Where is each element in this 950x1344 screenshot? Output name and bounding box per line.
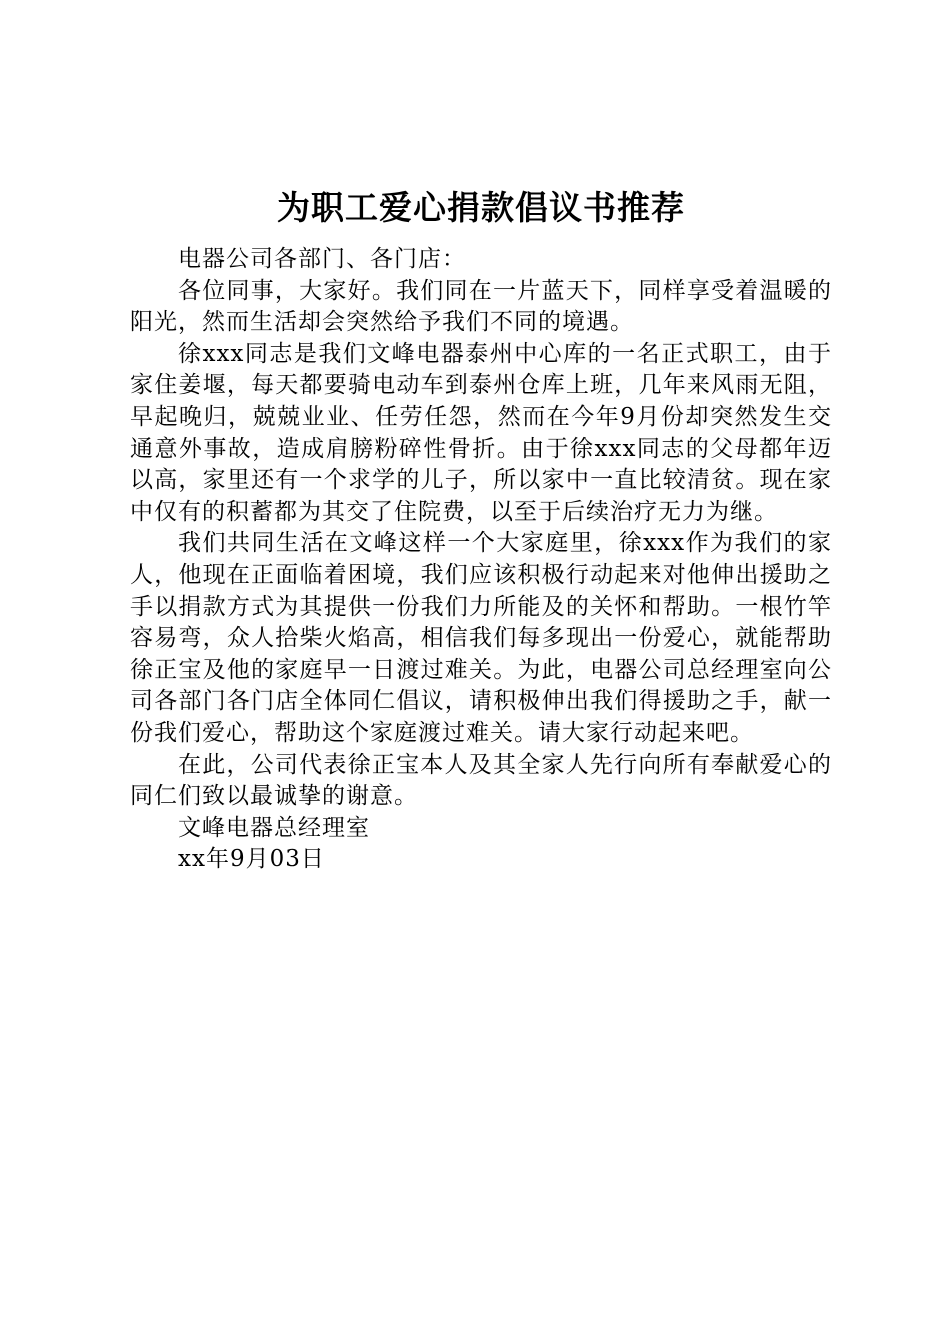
document-title: 为职工爱心捐款倡议书推荐 <box>277 188 685 227</box>
salutation: 电器公司各部门、各门店： <box>178 246 466 272</box>
paragraph-appeal: 我们共同生活在文峰这样一个大家庭里，徐xxx作为我们的家人，他现在正面临着困境，我们应该积极行动起来对他伸出援助之手以捐款方式为其提供一份我们力所能及的关怀和帮助。一根竹竿容易弯，众人拾柴火焰高，相信我们每多现出一份爱心，就能帮助徐正宝及他的家庭早一日渡过难关。为此，电器公司总经理室向公司各部门各门店全体同仁倡议，请积极伸出我们得援助之手，献一份我们爱心，帮助这个家庭渡过难关。请大家行动起来吧。 <box>130 530 832 746</box>
document-page <box>130 180 832 876</box>
paragraph-greeting: 各位同事，大家好。我们同在一片蓝天下，同样享受着温暖的阳光，然而生活却会突然给予我们不同的境遇。 <box>130 277 832 336</box>
paragraph-background: 徐xxx同志是我们文峰电器泰州中心库的一名正式职工，由于家住姜堰，每天都要骑电动车到泰州仓库上班，几年来风雨无阻，早起晚归，兢兢业业、任劳任怨，然而在今年9月份却突然发生交通意外事故，造成肩膀粉碎性骨折。由于徐xxx同志的父母都年迈以高，家里还有一个求学的儿子，所以家中一直比较清贫。现在家中仅有的积蓄都为其交了住院费，以至于后续治疗无力为继。 <box>130 340 832 525</box>
paragraph-thanks: 在此，公司代表徐正宝本人及其全家人先行向所有奉献爱心的同仁们致以最诚挚的谢意。 <box>130 751 832 810</box>
date: xx年9月03日 <box>178 846 325 873</box>
signature: 文峰电器总经理室 <box>178 814 370 841</box>
